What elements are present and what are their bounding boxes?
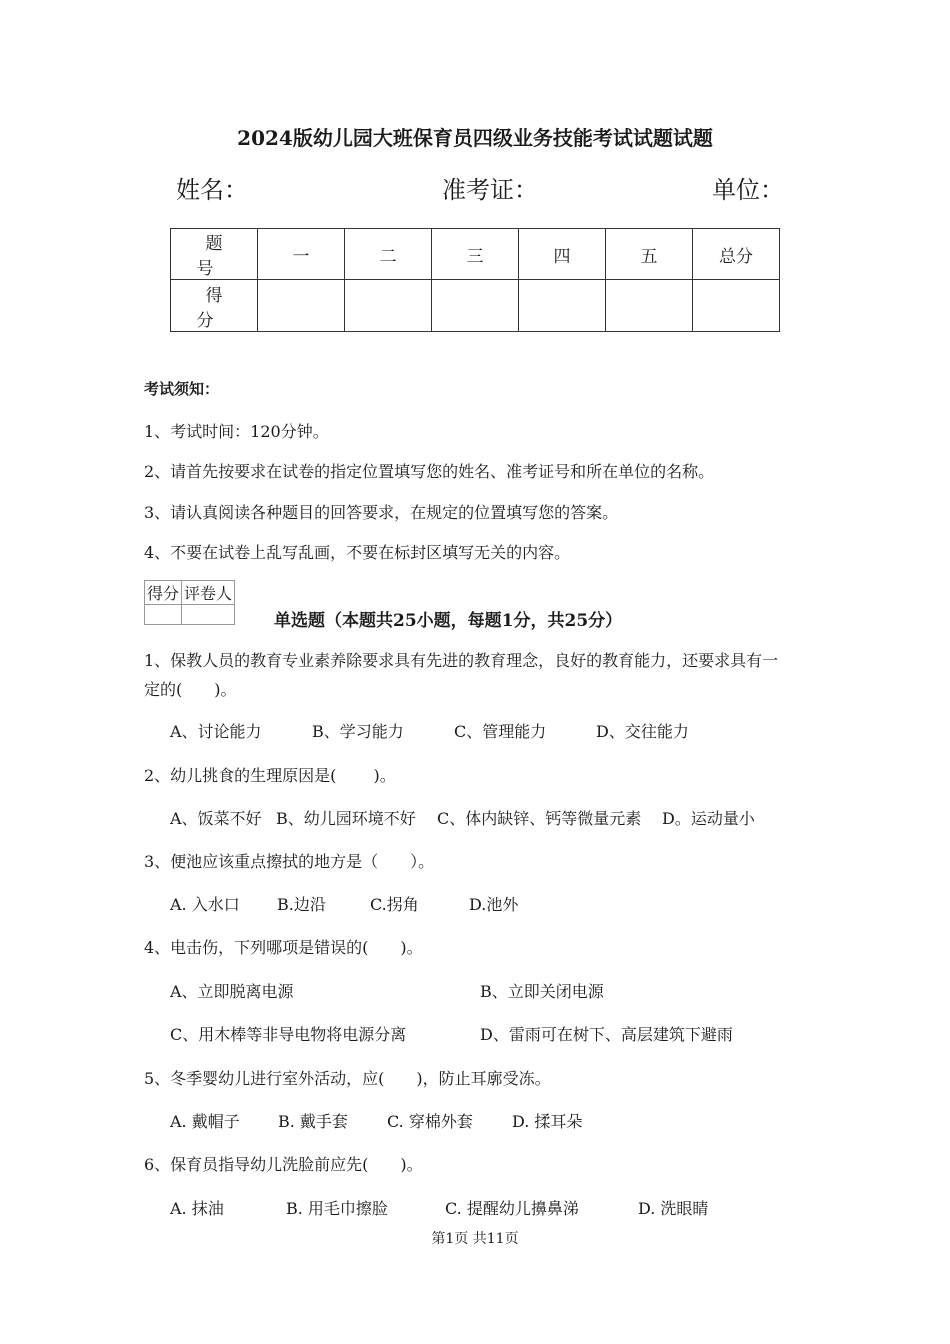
exam-id-field-label: 准考证： xyxy=(442,176,538,204)
score-table-header: 题号 xyxy=(171,229,258,280)
option-b[interactable]: B、立即关闭电源 xyxy=(480,982,604,1001)
option-d[interactable]: D、雷雨可在树下、高层建筑下避雨 xyxy=(480,1025,733,1044)
option-a[interactable]: A. 戴帽子 xyxy=(170,1112,240,1131)
option-d[interactable]: D. 洗眼睛 xyxy=(638,1199,709,1218)
option-c[interactable]: C、用木棒等非导电物将电源分离 xyxy=(170,1025,407,1044)
score-table-col-1: 一 xyxy=(258,229,345,280)
page-footer: 第1页 共11页 xyxy=(431,1231,519,1247)
option-c[interactable]: C. 穿棉外套 xyxy=(387,1112,473,1131)
note-item: 1、考试时间：120分钟。 xyxy=(144,422,329,441)
note-item: 4、不要在试卷上乱写乱画，不要在标封区填写无关的内容。 xyxy=(144,543,571,562)
score-table xyxy=(170,228,780,332)
option-b[interactable]: B.边沿 xyxy=(277,895,326,914)
option-a[interactable]: A、饭菜不好 xyxy=(170,809,262,828)
score-table-col-3: 三 xyxy=(432,229,519,280)
option-d[interactable]: D. 揉耳朵 xyxy=(512,1112,583,1131)
name-field-label: 姓名： xyxy=(176,176,248,204)
question-stem: 1、保教人员的教育专业素养除要求具有先进的教育理念，良好的教育能力，还要求具有一 xyxy=(144,651,779,670)
grader-score-cell[interactable] xyxy=(145,605,182,625)
option-b[interactable]: B. 戴手套 xyxy=(278,1112,348,1131)
option-b[interactable]: B、幼儿园环境不好 xyxy=(276,809,416,828)
grader-name-label: 评卷人 xyxy=(182,581,235,605)
score-cell[interactable] xyxy=(693,280,780,332)
option-a[interactable]: A、讨论能力 xyxy=(170,722,262,741)
option-d[interactable]: D.池外 xyxy=(469,895,519,914)
option-b[interactable]: B. 用毛巾擦脸 xyxy=(286,1199,388,1218)
note-item: 3、请认真阅读各种题目的回答要求，在规定的位置填写您的答案。 xyxy=(144,503,619,522)
unit-field-label: 单位： xyxy=(712,176,784,204)
option-a[interactable]: A. 抹油 xyxy=(170,1199,224,1218)
score-table-col-total: 总分 xyxy=(693,229,780,280)
option-a[interactable]: A. 入水口 xyxy=(170,895,240,914)
question-stem: 2、幼儿挑食的生理原因是( )。 xyxy=(144,766,396,785)
page-title: 2024版幼儿园大班保育员四级业务技能考试试题试题 xyxy=(237,126,713,150)
question-stem: 5、冬季婴幼儿进行室外活动，应( )，防止耳廓受冻。 xyxy=(144,1069,551,1088)
question-stem: 6、保育员指导幼儿洗脸前应先( )。 xyxy=(144,1155,423,1174)
option-d[interactable]: D、交往能力 xyxy=(596,722,689,741)
question-stem: 3、便池应该重点擦拭的地方是（ ）。 xyxy=(144,852,435,871)
score-cell[interactable] xyxy=(258,280,345,332)
note-item: 2、请首先按要求在试卷的指定位置填写您的姓名、准考证号和所在单位的名称。 xyxy=(144,462,715,481)
option-a[interactable]: A、立即脱离电源 xyxy=(170,982,294,1001)
section-title: 单选题（本题共25小题，每题1分，共25分） xyxy=(274,611,623,631)
option-c[interactable]: C.拐角 xyxy=(370,895,419,914)
score-cell[interactable] xyxy=(606,280,693,332)
question-stem-cont: 定的( )。 xyxy=(144,680,237,699)
score-cell[interactable] xyxy=(432,280,519,332)
option-b[interactable]: B、学习能力 xyxy=(312,722,404,741)
score-cell[interactable] xyxy=(519,280,606,332)
score-table-col-2: 二 xyxy=(345,229,432,280)
option-c[interactable]: C、体内缺锌、钙等微量元素 xyxy=(437,809,642,828)
score-table-col-4: 四 xyxy=(519,229,606,280)
option-c[interactable]: C、管理能力 xyxy=(454,722,547,741)
option-c[interactable]: C. 提醒幼儿擤鼻涕 xyxy=(445,1199,579,1218)
grader-score-label: 得分 xyxy=(145,581,182,605)
option-d[interactable]: D。运动量小 xyxy=(662,809,755,828)
score-row-label: 得分 xyxy=(171,280,258,332)
question-stem: 4、电击伤，下列哪项是错误的( )。 xyxy=(144,938,423,957)
notes-heading: 考试须知： xyxy=(144,380,220,398)
score-table-col-5: 五 xyxy=(606,229,693,280)
grader-name-cell[interactable] xyxy=(182,605,235,625)
grader-box xyxy=(144,580,235,625)
score-cell[interactable] xyxy=(345,280,432,332)
